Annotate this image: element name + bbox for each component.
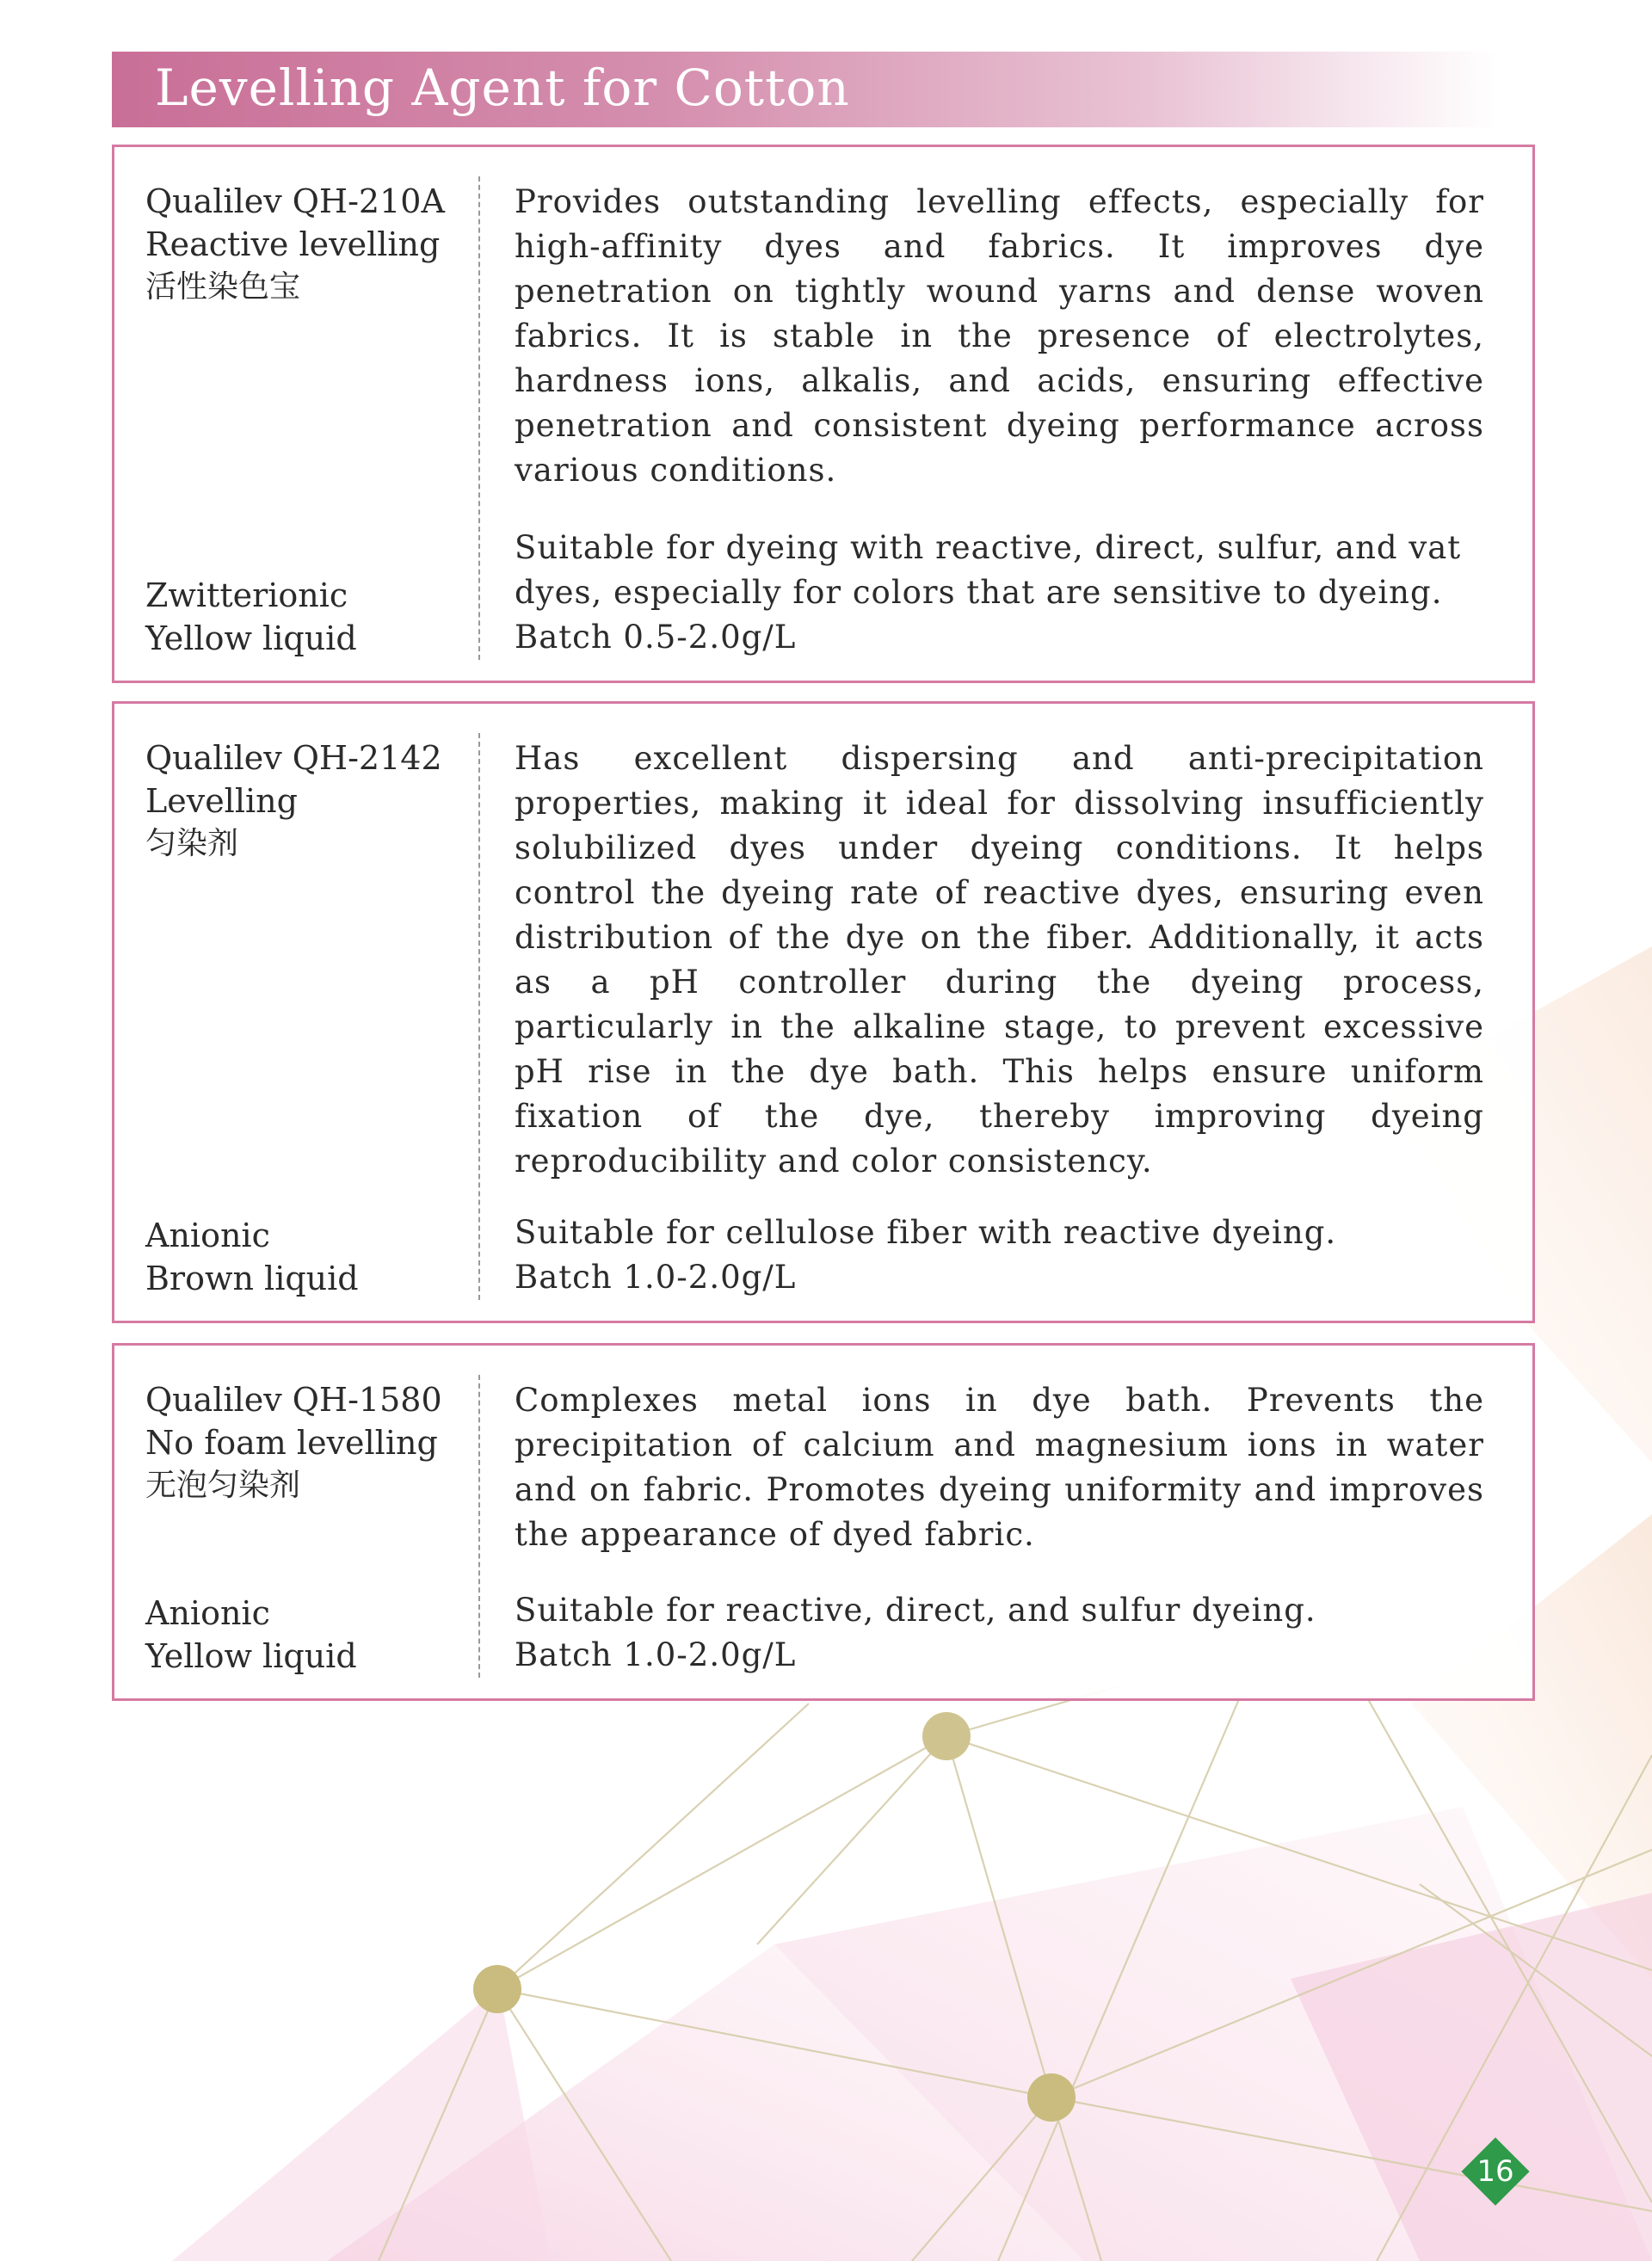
product-model: Qualilev QH-210A <box>145 182 445 220</box>
batch-dosage: Batch 1.0-2.0g/L <box>515 1636 797 1673</box>
product-name-chinese: 活性染色宝 <box>145 269 301 305</box>
product-properties <box>145 1592 357 1678</box>
product-card-qh-1580 <box>112 1343 1535 1701</box>
network-node <box>473 1965 521 2013</box>
page-number: 16 <box>1476 2154 1514 2189</box>
product-card-qh-210a <box>112 145 1535 683</box>
usage-text-line: Suitable for cellulose fiber with reactive dyeing. <box>515 1214 1337 1251</box>
product-details-column <box>515 736 1484 1300</box>
appearance: Yellow liquid <box>145 1637 357 1675</box>
product-name: Reactive levelling <box>145 225 441 263</box>
product-info-column <box>145 736 472 1300</box>
product-description: Complexes metal ions in dye bath. Prevents the precipitation of calcium and magnesium ions in water and on fabric. Promotes dyeing uniformity and improves the appearance of dyed fabric. <box>515 1382 1484 1553</box>
usage-text-line: Suitable for reactive, direct, and sulfur dyeing. <box>515 1592 1316 1629</box>
appearance: Yellow liquid <box>145 619 357 657</box>
usage-text-line: dyes, especially for colors that are sensitive to dyeing. <box>515 574 1443 611</box>
product-info-column <box>145 1378 472 1678</box>
product-model: Qualilev QH-2142 <box>145 739 442 777</box>
product-properties <box>145 1214 359 1300</box>
dashed-divider <box>478 1375 480 1678</box>
title-banner <box>112 52 1497 127</box>
product-name-chinese: 无泡匀染剂 <box>145 1468 301 1503</box>
ionic-type: Zwitterionic <box>145 576 348 614</box>
product-model: Qualilev QH-1580 <box>145 1381 442 1419</box>
product-details-column <box>515 180 1484 660</box>
product-description: Provides outstanding levelling effects, especially for high-affinity dyes and fabrics. It improves dye penetration on tightly wound yarns and dense woven fabrics. It is stable in the presence of electrolytes, hardness ions, alkalis, and acids, ensuring effective penetration and consistent dyeing performance across various conditions. <box>515 183 1484 489</box>
product-card-qh-2142 <box>112 701 1535 1323</box>
page-number-badge <box>1466 2142 1525 2201</box>
product-name: No foam levelling <box>145 1424 438 1462</box>
batch-dosage: Batch 0.5-2.0g/L <box>515 619 797 656</box>
dashed-divider <box>478 733 480 1300</box>
network-node <box>922 1712 971 1760</box>
product-name-chinese: 匀染剂 <box>145 826 239 861</box>
usage-text-line: Suitable for dyeing with reactive, direct, sulfur, and vat <box>515 529 1462 566</box>
usage-info <box>515 526 1484 660</box>
appearance: Brown liquid <box>145 1260 359 1297</box>
product-info-column <box>145 180 472 660</box>
usage-info <box>515 1588 1484 1678</box>
product-properties <box>145 574 357 660</box>
ionic-type: Anionic <box>145 1594 270 1632</box>
product-name: Levelling <box>145 782 298 820</box>
network-node <box>1027 2073 1076 2122</box>
usage-info <box>515 1211 1484 1300</box>
batch-dosage: Batch 1.0-2.0g/L <box>515 1259 797 1296</box>
dashed-divider <box>478 176 480 660</box>
page-title: Levelling Agent for Cotton <box>155 59 850 117</box>
product-description: Has excellent dispersing and anti-precipitation properties, making it ideal for dissolving insufficiently solubilized dyes under dyeing conditions. It helps control the dyeing rate of reactive dyes, ensuring even distribution of the dye on the fiber. Additionally, it acts as a pH controller during the dyeing process, particularly in the alkaline stage, to prevent excessive pH rise in the dye bath. This helps ensure uniform fixation of the dye, thereby improving dyeing reproducibility and color consistency. <box>515 740 1484 1180</box>
product-details-column <box>515 1378 1484 1678</box>
ionic-type: Anionic <box>145 1217 270 1254</box>
